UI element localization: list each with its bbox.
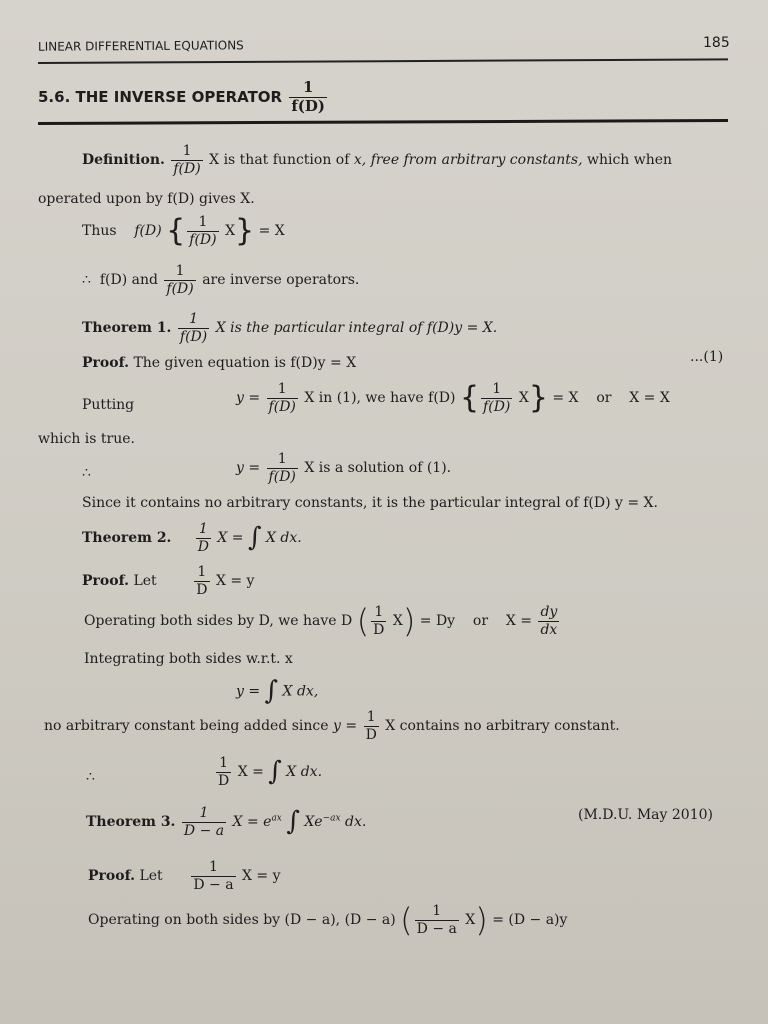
section-fraction bbox=[289, 80, 327, 115]
fraction-denominator: dx bbox=[540, 621, 558, 638]
no-arbitrary-text-2: X contains no arbitrary constant. bbox=[385, 718, 620, 735]
fraction-numerator: 1 bbox=[366, 709, 376, 725]
therefore-symbol-2: ∴ bbox=[82, 465, 91, 481]
operating-3-text: Operating on both sides by (D − a), (D − a) bbox=[88, 912, 396, 929]
theorem-1-fraction bbox=[178, 312, 209, 344]
definition-line-2: operated upon by f(D) gives X. bbox=[38, 191, 255, 207]
no-arbitrary-fraction bbox=[364, 710, 379, 742]
or-word: or bbox=[472, 613, 489, 630]
theorem-1 bbox=[82, 312, 497, 344]
fraction-numerator: 1 bbox=[199, 805, 209, 821]
let-word: Let bbox=[139, 868, 163, 885]
integral-sign: ∫ bbox=[286, 806, 300, 837]
theorem-3-exponent-2: −ax bbox=[322, 813, 341, 824]
integral-result bbox=[214, 756, 322, 788]
putting-label: Putting bbox=[82, 397, 135, 413]
inverse-rhs: are inverse operators. bbox=[202, 272, 360, 289]
operating-3-operand: X bbox=[465, 912, 476, 929]
fraction-numerator: 1 bbox=[189, 311, 199, 327]
fraction-denominator: f(D) bbox=[189, 231, 217, 248]
which-is-true: which is true. bbox=[38, 431, 135, 447]
definition-variable: x, bbox=[353, 152, 367, 169]
y-integral bbox=[236, 676, 319, 706]
putting-text: X in (1), we have f(D) bbox=[304, 390, 456, 407]
theorem-1-label: Theorem 1. bbox=[82, 320, 172, 337]
left-paren: ( bbox=[400, 900, 413, 939]
fraction-denominator: D bbox=[218, 772, 230, 789]
proof-2-fraction bbox=[194, 565, 209, 597]
section-heading bbox=[38, 80, 329, 115]
operating-2-text: Operating both sides by D, we have D bbox=[84, 613, 353, 630]
fraction-denominator: D − a bbox=[193, 876, 234, 893]
proof-3 bbox=[88, 860, 281, 892]
thus-label: Thus bbox=[82, 223, 117, 240]
solution-fraction bbox=[267, 452, 298, 484]
proof-1 bbox=[82, 356, 356, 371]
fraction-numerator: 1 bbox=[197, 564, 207, 580]
fraction-denominator: f(D) bbox=[483, 398, 511, 415]
operating-2-operand: X bbox=[392, 613, 403, 630]
fraction-numerator: 1 bbox=[198, 214, 208, 230]
theorem-3-exponent: ax bbox=[271, 813, 282, 824]
proof-2-label: Proof. bbox=[82, 573, 129, 590]
fraction-denominator: f(D) bbox=[268, 398, 296, 415]
theorem-2-integrand: X dx. bbox=[266, 530, 302, 547]
operating-3-result: = (D − a)y bbox=[492, 912, 568, 929]
integral-sign: ∫ bbox=[248, 522, 262, 553]
right-brace: } bbox=[235, 213, 255, 249]
fraction-denominator: f(D) bbox=[268, 468, 296, 485]
integral-sign: ∫ bbox=[268, 756, 282, 787]
theorem-2-label: Theorem 2. bbox=[82, 530, 172, 547]
fraction-numerator: 1 bbox=[492, 381, 502, 397]
theorem-2-fraction bbox=[196, 522, 211, 554]
fraction-denominator: D bbox=[365, 726, 377, 743]
operating-2-lhs: X = bbox=[505, 613, 532, 630]
right-paren: ) bbox=[402, 601, 416, 640]
fraction-denominator: D − a bbox=[416, 920, 457, 937]
definition-label: Definition. bbox=[82, 152, 165, 169]
fraction-numerator: 1 bbox=[209, 859, 218, 875]
fraction-numerator: 1 bbox=[374, 604, 384, 620]
inverse-operators-line bbox=[82, 264, 359, 296]
theorem-3 bbox=[86, 806, 366, 838]
fraction-denominator: D bbox=[373, 621, 385, 638]
running-title: LINEAR DIFFERENTIAL EQUATIONS bbox=[37, 38, 244, 54]
left-brace: { bbox=[459, 380, 480, 416]
integral-result-fraction bbox=[216, 756, 231, 788]
fraction-denominator: f(D) bbox=[179, 328, 208, 345]
operating-3-fraction bbox=[415, 904, 459, 936]
inverse-lhs: f(D) and bbox=[99, 272, 158, 289]
no-arbitrary-y: y = bbox=[333, 718, 358, 735]
integral-result-lhs: X = bbox=[237, 764, 264, 781]
thus-lhs: f(D) bbox=[134, 223, 162, 240]
fraction-numerator: 1 bbox=[302, 78, 314, 96]
equation-number-1: ...(1) bbox=[690, 349, 724, 365]
since-line: Since it contains no arbitrary constants, it is the particular integral of f(D) y = X. bbox=[82, 495, 658, 511]
proof-3-text: X = y bbox=[242, 868, 281, 885]
thus-fraction bbox=[187, 215, 218, 247]
right-brace: } bbox=[528, 380, 548, 416]
theorem-3-integrand: Xe bbox=[304, 814, 323, 831]
definition-text-end: which when bbox=[586, 152, 673, 169]
putting-y: y = bbox=[236, 390, 261, 407]
y-integral-body: X dx, bbox=[282, 683, 319, 700]
section-rule bbox=[38, 119, 728, 125]
fraction-numerator: 1 bbox=[277, 381, 287, 397]
definition-text: X is that function of bbox=[209, 152, 350, 169]
proof-3-label: Proof. bbox=[88, 868, 135, 885]
operating-line-3 bbox=[88, 900, 568, 939]
theorem-3-dx: dx. bbox=[345, 814, 367, 831]
y-integral-lhs: y = bbox=[236, 683, 261, 700]
fraction-denominator: f(D) bbox=[291, 96, 325, 115]
putting-equation bbox=[236, 382, 670, 414]
fraction-numerator: 1 bbox=[277, 451, 287, 467]
no-arbitrary-text: no arbitrary constant being added since bbox=[44, 718, 329, 735]
definition-fraction bbox=[171, 144, 202, 176]
therefore-symbol: ∴ bbox=[82, 272, 91, 289]
section-title: THE INVERSE OPERATOR bbox=[75, 87, 283, 106]
operating-2-fraction bbox=[371, 605, 386, 637]
right-paren: ) bbox=[475, 900, 488, 939]
putting-result: = X bbox=[552, 390, 579, 407]
left-paren: ( bbox=[356, 601, 370, 640]
theorem-3-label: Theorem 3. bbox=[86, 814, 176, 831]
therefore-symbol-3: ∴ bbox=[86, 769, 95, 785]
proof-3-fraction bbox=[191, 860, 235, 892]
fraction-numerator: 1 bbox=[198, 521, 208, 537]
fraction-numerator: 1 bbox=[432, 903, 442, 919]
no-arbitrary-line bbox=[44, 710, 620, 742]
dy-dx-fraction bbox=[538, 605, 559, 637]
header-rule bbox=[38, 58, 728, 64]
proof-2-text: X = y bbox=[215, 573, 255, 590]
fraction-denominator: f(D) bbox=[166, 280, 194, 297]
theorem-3-lhs: X = e bbox=[232, 814, 272, 831]
let-word: Let bbox=[133, 573, 157, 590]
section-number: 5.6. bbox=[38, 87, 71, 106]
fraction-numerator: 1 bbox=[175, 263, 185, 279]
proof-1-text: The given equation is f(D)y = X bbox=[133, 355, 357, 371]
fraction-numerator: 1 bbox=[182, 143, 192, 159]
fraction-numerator: 1 bbox=[219, 755, 229, 771]
thus-equation bbox=[82, 215, 285, 247]
fraction-denominator: D − a bbox=[183, 822, 225, 839]
putting-inner-fraction bbox=[481, 382, 512, 414]
theorem-1-statement: X is the particular integral of f(D)y = X. bbox=[215, 320, 498, 337]
proof-1-label: Proof. bbox=[82, 355, 129, 371]
proof-2 bbox=[82, 565, 254, 597]
theorem-3-fraction bbox=[182, 806, 226, 838]
definition-line bbox=[82, 144, 672, 176]
fraction-denominator: D bbox=[197, 538, 209, 555]
thus-operand: X bbox=[225, 223, 236, 240]
operating-line-2 bbox=[84, 601, 561, 640]
fraction-denominator: D bbox=[196, 581, 208, 598]
operating-2-result: = Dy bbox=[419, 613, 456, 630]
left-brace: { bbox=[166, 213, 186, 249]
putting-rhs: X = X bbox=[629, 390, 670, 407]
page-number: 185 bbox=[703, 35, 730, 51]
solution-text: X is a solution of (1). bbox=[304, 460, 452, 477]
integral-result-body: X dx. bbox=[286, 764, 323, 781]
exam-reference: (M.D.U. May 2010) bbox=[578, 807, 713, 823]
solution-y: y = bbox=[236, 460, 261, 477]
putting-operand: X bbox=[518, 390, 529, 407]
putting-fraction bbox=[267, 382, 298, 414]
fraction-denominator: f(D) bbox=[173, 160, 201, 177]
thus-rhs: = X bbox=[258, 223, 285, 240]
solution-line bbox=[236, 452, 451, 484]
theorem-2-lhs: X = bbox=[217, 530, 244, 547]
inverse-fraction bbox=[164, 264, 195, 296]
integrating-line: Integrating both sides w.r.t. x bbox=[84, 651, 293, 667]
integral-sign: ∫ bbox=[264, 676, 279, 706]
fraction-numerator: dy bbox=[540, 604, 558, 620]
theorem-2 bbox=[82, 522, 302, 554]
or-word: or bbox=[596, 390, 612, 407]
definition-emphasis: free from arbitrary constants, bbox=[370, 152, 583, 169]
